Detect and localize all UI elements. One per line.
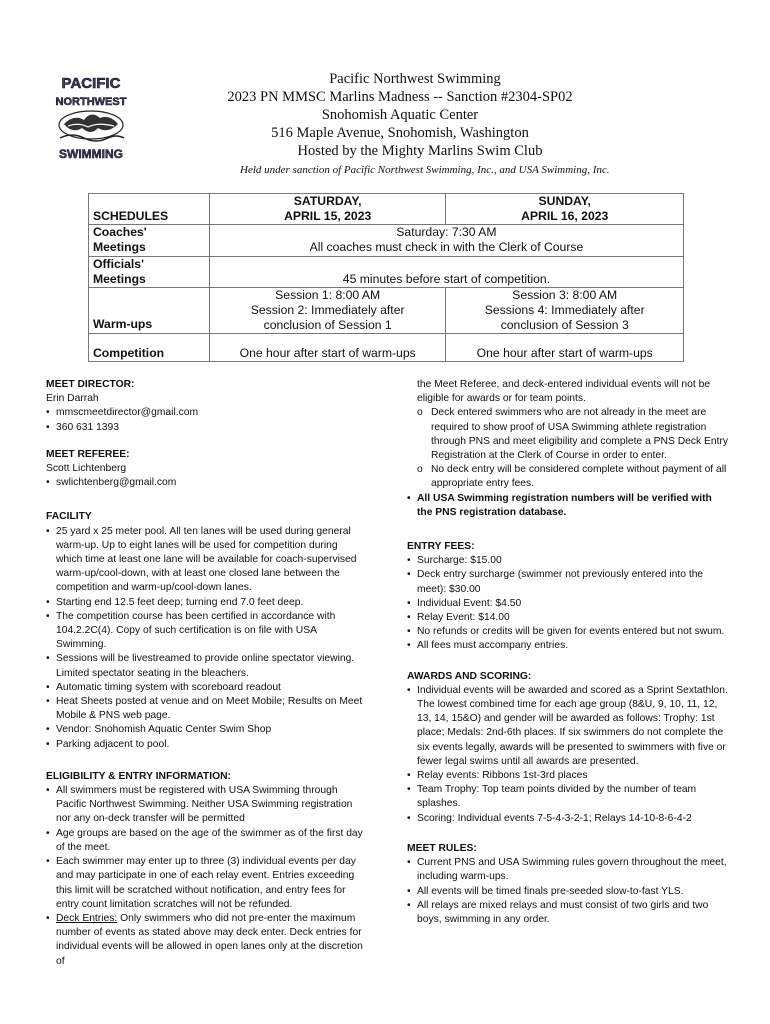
saturday-warmups	[209, 288, 446, 334]
list-item: • Scoring: Individual events 7-5-4-3-2-1; Relays 14-10-8-6-4-2	[407, 812, 729, 826]
header-address: 516 Maple Avenue, Snohomish, Washington	[271, 125, 529, 141]
sunday-competition: One hour after start of warm-ups	[446, 334, 684, 362]
sun-warmup-line: Session 3: 8:00 AM	[512, 288, 618, 302]
sat-warmup-line: Session 1: 8:00 AM	[275, 288, 381, 302]
list-item: • Each swimmer may enter up to three (3) individual events per day and may participate in one of each relay event. Entries exceeding this limit will be scratched without notification, and entry fees for entry count limitation scratches will not be refunded.	[46, 855, 366, 912]
logo-text-northwest: NORTHWEST	[55, 96, 127, 108]
sun-warmup-line: Sessions 4: Immediately after	[484, 303, 645, 317]
entry-fees-list	[407, 554, 729, 653]
right-column	[407, 378, 729, 927]
deck-entries-text: Only swimmers who did not pre-enter the maximum number of events as stated above may deck enter. Deck entries for individual events will be allowed in open lanes only at the discretion of	[56, 912, 363, 967]
referee-contact-list	[46, 476, 366, 490]
list-item: • Sessions will be livestreamed to provide online spectator viewing. Limited spectator seating in the bleachers.	[46, 652, 366, 680]
eligibility-title: ELIGIBILITY & ENTRY INFORMATION:	[46, 770, 231, 782]
sunday-date: APRIL 16, 2023	[521, 209, 609, 223]
deck-entries-continued: the Meet Referee, and deck-entered individual events will not be eligible for awards or for team points.	[417, 379, 711, 405]
awards-list	[407, 684, 729, 826]
list-item: • All fees must accompany entries.	[407, 639, 729, 653]
referee-title: MEET REFEREE:	[46, 448, 130, 460]
director-email: • mmscmeetdirector@gmail.com	[46, 406, 366, 420]
referee-name: Scott Lichtenberg	[46, 463, 127, 475]
sanction-note: Held under sanction of Pacific Northwest Swimming, Inc., and USA Swimming, Inc.	[240, 164, 610, 176]
eligibility-list	[46, 784, 366, 969]
coaches-meetings-label	[89, 225, 210, 257]
list-item: o Deck entered swimmers who are not already in the meet are required to show proof of USA Swimming athlete registration through PNS and meet eligibility and complete a PNS Deck Entry Registration at the Clerk of Course in order to enter.	[417, 406, 729, 463]
list-item: • All swimmers must be registered with USA Swimming through Pacific Northwest Swimming. Neither USA Swimming registration nor any on-deck transfer will be permitted	[46, 784, 366, 827]
sun-warmup-line: conclusion of Session 3	[500, 318, 629, 332]
facility-list	[46, 525, 366, 752]
coaches-note: All coaches must check in with the Clerk of Course	[309, 240, 584, 254]
list-item: • Individual Event: $4.50	[407, 597, 729, 611]
coaches-label-line2: Meetings	[93, 240, 146, 254]
officials-meetings-row	[89, 257, 684, 288]
competition-label: Competition	[89, 334, 210, 362]
list-item: • Age groups are based on the age of the swimmer as of the first day of the meet.	[46, 827, 366, 855]
list-item: • Surcharge: $15.00	[407, 554, 729, 568]
list-item: • Current PNS and USA Swimming rules govern throughout the meet, including warm-ups.	[407, 856, 729, 884]
sunday-heading	[446, 194, 684, 225]
header-host: Hosted by the Mighty Marlins Swim Club	[297, 143, 543, 159]
header-venue: Snohomish Aquatic Center	[321, 107, 479, 123]
deck-entries-item	[46, 912, 366, 969]
sunday-warmups	[446, 288, 684, 334]
header-meet-title: 2023 PN MMSC Marlins Madness -- Sanction #2304-SP02	[227, 89, 573, 105]
awards-title: AWARDS AND SCORING:	[407, 670, 532, 682]
facility-title: FACILITY	[46, 511, 92, 523]
saturday-day: SATURDAY,	[293, 194, 362, 208]
list-item: • Relay events: Ribbons 1st-3rd places	[407, 769, 729, 783]
saturday-date: APRIL 15, 2023	[284, 209, 372, 223]
logo-text-pacific: PACIFIC	[61, 75, 121, 92]
director-contact-list	[46, 406, 366, 434]
logo-text-swimming: SWIMMING	[59, 147, 123, 161]
officials-meetings-label	[89, 257, 210, 288]
saturday-heading	[209, 194, 446, 225]
left-column	[46, 378, 366, 969]
pacific-northwest-swimming-logo	[54, 70, 128, 166]
list-item: • Deck entry surcharge (swimmer not previously entered into the meet): $30.00	[407, 568, 729, 596]
list-item: • 25 yard x 25 meter pool. All ten lanes will be used during general warm-up. Up to eight lanes will be used for competition during which time at least one lane will be available for coach-supervised warm-up/cool-down, with at least one closed lane between the competition and warm-up/cool-down lanes.	[46, 525, 366, 596]
meet-rules-title: MEET RULES:	[407, 842, 477, 854]
entry-fees-title: ENTRY FEES:	[407, 541, 475, 553]
schedule-table	[88, 193, 684, 362]
officials-meetings-value: 45 minutes before start of competition.	[209, 257, 683, 288]
director-title: MEET DIRECTOR:	[46, 379, 135, 390]
list-item: • All events will be timed finals pre-seeded slow-to-fast YLS.	[407, 885, 729, 899]
meet-header	[200, 70, 600, 160]
list-item: • Vendor: Snohomish Aquatic Center Swim Shop	[46, 723, 366, 737]
officials-label-line2: Meetings	[93, 272, 146, 286]
warmups-row	[89, 288, 684, 334]
coaches-label-line1: Coaches'	[93, 225, 147, 239]
saturday-competition: One hour after start of warm-ups	[209, 334, 446, 362]
sat-warmup-line: Session 2: Immediately after	[250, 303, 405, 317]
list-item: • Starting end 12.5 feet deep; turning end 7.0 feet deep.	[46, 596, 366, 610]
director-name: Erin Darrah	[46, 393, 99, 405]
coaches-meetings-row	[89, 225, 684, 257]
registration-verification-note: • All USA Swimming registration numbers will be verified with the PNS registration database.	[407, 492, 729, 520]
warmups-label: Warm-ups	[89, 288, 210, 334]
list-item: • The competition course has been certified in accordance with 104.2.2C(4). Copy of such certification is on file with USA Swimming.	[46, 610, 366, 653]
deck-entries-label: Deck Entries:	[56, 912, 118, 924]
coaches-meetings-value	[209, 225, 683, 257]
deck-entries-sublist	[407, 406, 729, 491]
list-item: • Heat Sheets posted at venue and on Meet Mobile; Results on Meet Mobile & PNS web page.	[46, 695, 366, 723]
referee-email: • swlichtenberg@gmail.com	[46, 476, 366, 490]
meet-rules-list	[407, 856, 729, 927]
list-item: • Individual events will be awarded and scored as a Sprint Sextathlon. The lowest combined time for each age group (8&U, 9, 10, 11, 12, 13, 14, 15&O) and gender will be awarded as follows: Trophy: 1st place; Medals: 2nd-6th places. If six swimmers do not complete the six events legally, awards will be presented to swimmers with five or fewer legal swims until all awards are presented.	[407, 684, 729, 769]
list-item: • All relays are mixed relays and must consist of two girls and two boys, swimming in any order.	[407, 899, 729, 927]
schedule-title: SCHEDULES	[89, 194, 210, 225]
list-item: • Relay Event: $14.00	[407, 611, 729, 625]
list-item: • Team Trophy: Top team points divided by the number of team splashes.	[407, 783, 729, 811]
director-phone: • 360 631 1393	[46, 421, 366, 435]
list-item: • Automatic timing system with scoreboard readout	[46, 681, 366, 695]
schedule-header-row	[89, 194, 684, 225]
list-item: • Parking adjacent to pool.	[46, 738, 366, 752]
list-item: • No refunds or credits will be given for events entered but not swum.	[407, 625, 729, 639]
list-item: o No deck entry will be considered complete without payment of all appropriate entry fees.	[417, 463, 729, 491]
header-org: Pacific Northwest Swimming	[329, 71, 501, 87]
officials-label-line1: Officials'	[93, 257, 144, 271]
competition-row	[89, 334, 684, 362]
sunday-day: SUNDAY,	[538, 194, 591, 208]
coaches-time: Saturday: 7:30 AM	[396, 225, 497, 239]
registration-note-list	[407, 492, 729, 520]
sat-warmup-line: conclusion of Session 1	[263, 318, 392, 332]
